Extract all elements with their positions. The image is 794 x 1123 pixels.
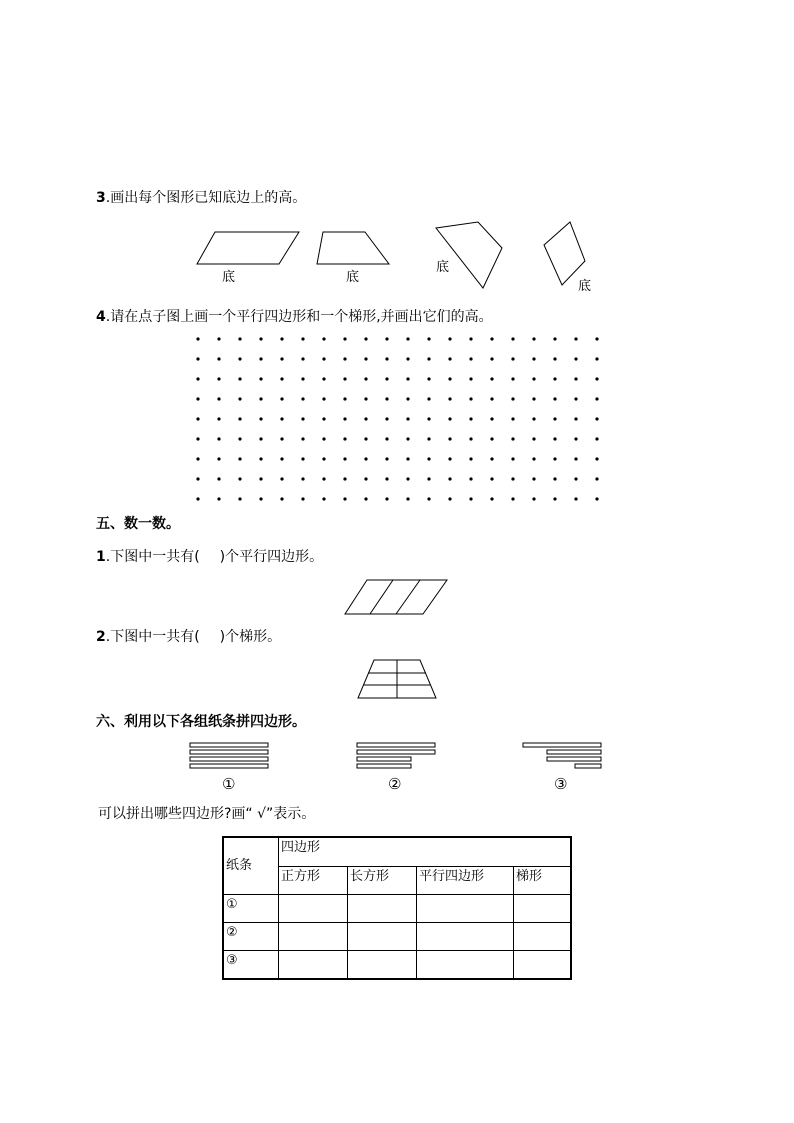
- grid-dot: [301, 377, 304, 380]
- grid-dot: [511, 437, 514, 440]
- grid-dot: [553, 397, 556, 400]
- grid-dot: [301, 477, 304, 480]
- grid-dot: [532, 417, 535, 420]
- grid-dot: [301, 457, 304, 460]
- q5-2-trapezoid-figure: [356, 658, 440, 702]
- grid-dot: [196, 497, 199, 500]
- grid-dot: [553, 497, 556, 500]
- grid-dot: [406, 437, 409, 440]
- grid-dot: [217, 417, 220, 420]
- grid-dot: [217, 377, 220, 380]
- grid-dot: [280, 477, 283, 480]
- grid-dot: [448, 397, 451, 400]
- grid-dot: [196, 377, 199, 380]
- grid-dot: [385, 477, 388, 480]
- grid-dot: [196, 357, 199, 360]
- grid-dot: [595, 437, 598, 440]
- q5-2-number: 2: [96, 629, 106, 645]
- quadrilateral-answer-table: [222, 836, 572, 980]
- grid-dot: [490, 337, 493, 340]
- strip-label-2: ②: [388, 775, 402, 793]
- grid-dot: [469, 497, 472, 500]
- table-row-label: ②: [223, 923, 279, 951]
- grid-dot: [469, 437, 472, 440]
- grid-dot: [406, 397, 409, 400]
- answer-cell[interactable]: [514, 923, 572, 951]
- grid-dot: [448, 377, 451, 380]
- grid-dot: [280, 377, 283, 380]
- q4-text: .请在点子图上画一个平行四边形和一个梯形,并画出它们的高。: [105, 309, 493, 325]
- table-row-label: ③: [223, 951, 279, 980]
- q4-number: 4: [96, 309, 106, 325]
- grid-dot: [448, 497, 451, 500]
- grid-dot: [217, 477, 220, 480]
- grid-dot: [280, 457, 283, 460]
- grid-dot: [574, 377, 577, 380]
- q5-1-number: 1: [96, 549, 106, 565]
- grid-dot: [574, 437, 577, 440]
- grid-dot: [238, 417, 241, 420]
- grid-dot: [448, 337, 451, 340]
- section6-prompt: 可以拼出哪些四边形?画“ √”表示。: [98, 806, 316, 822]
- grid-dot: [238, 477, 241, 480]
- grid-dot: [196, 477, 199, 480]
- grid-dot: [301, 497, 304, 500]
- grid-dot: [511, 417, 514, 420]
- grid-dot: [532, 497, 535, 500]
- grid-dot: [217, 337, 220, 340]
- grid-dot: [259, 457, 262, 460]
- grid-dot: [574, 337, 577, 340]
- grid-dot: [343, 437, 346, 440]
- grid-dot: [217, 457, 220, 460]
- answer-cell[interactable]: [514, 951, 572, 980]
- grid-dot: [406, 477, 409, 480]
- grid-dot: [448, 437, 451, 440]
- q3-title: [96, 189, 306, 207]
- grid-dot: [364, 357, 367, 360]
- grid-dot: [364, 397, 367, 400]
- grid-dot: [427, 437, 430, 440]
- grid-dot: [448, 417, 451, 420]
- grid-dot: [511, 397, 514, 400]
- grid-dot: [280, 497, 283, 500]
- grid-dot: [595, 417, 598, 420]
- grid-dot: [511, 337, 514, 340]
- grid-dot: [238, 497, 241, 500]
- grid-dot: [385, 417, 388, 420]
- grid-dot: [574, 477, 577, 480]
- grid-dot: [364, 337, 367, 340]
- grid-dot: [490, 357, 493, 360]
- grid-dot: [532, 457, 535, 460]
- grid-dot: [343, 477, 346, 480]
- base-label-3: 底: [436, 260, 450, 275]
- grid-dot: [490, 497, 493, 500]
- table-col-square: 正方形: [279, 866, 348, 895]
- grid-dot: [343, 377, 346, 380]
- table-row: [223, 951, 571, 980]
- grid-dot: [385, 397, 388, 400]
- answer-cell[interactable]: [417, 951, 514, 980]
- grid-dot: [511, 497, 514, 500]
- grid-dot: [385, 337, 388, 340]
- grid-dot: [301, 357, 304, 360]
- grid-dot: [217, 397, 220, 400]
- answer-cell[interactable]: [514, 895, 572, 923]
- grid-dot: [322, 457, 325, 460]
- grid-dot: [595, 457, 598, 460]
- grid-dot: [301, 337, 304, 340]
- answer-cell[interactable]: [417, 895, 514, 923]
- strip-group-1: [189, 742, 271, 774]
- q3-shape-trapezoid: [315, 228, 395, 288]
- grid-dot: [532, 477, 535, 480]
- answer-cell[interactable]: [348, 951, 417, 980]
- grid-dot: [322, 497, 325, 500]
- section6-title: 六、利用以下各组纸条拼四边形。: [96, 714, 306, 730]
- grid-dot: [343, 357, 346, 360]
- grid-dot: [259, 337, 262, 340]
- base-label-1: 底: [222, 270, 236, 285]
- dot-grid[interactable]: [190, 333, 610, 505]
- q3-shape-rhombus: [540, 218, 610, 298]
- grid-dot: [364, 497, 367, 500]
- grid-dot: [448, 357, 451, 360]
- grid-dot: [469, 457, 472, 460]
- grid-dot: [511, 477, 514, 480]
- grid-dot: [259, 417, 262, 420]
- grid-dot: [532, 357, 535, 360]
- grid-dot: [385, 457, 388, 460]
- grid-dot: [406, 357, 409, 360]
- grid-dot: [322, 437, 325, 440]
- strip-label-1: ①: [222, 775, 236, 793]
- grid-dot: [238, 457, 241, 460]
- grid-dot: [595, 337, 598, 340]
- grid-dot: [280, 357, 283, 360]
- grid-dot: [595, 477, 598, 480]
- grid-dot: [490, 377, 493, 380]
- table-col-trapezoid: 梯形: [514, 866, 572, 895]
- grid-dot: [322, 417, 325, 420]
- grid-dot: [406, 497, 409, 500]
- grid-dot: [238, 397, 241, 400]
- grid-dot: [259, 377, 262, 380]
- strip-group-3: [522, 742, 604, 774]
- table-row-label: ①: [223, 895, 279, 923]
- q5-1-parallelogram-figure: [343, 578, 453, 618]
- q5-1-line: [96, 548, 323, 566]
- grid-dot: [196, 437, 199, 440]
- answer-cell[interactable]: [348, 923, 417, 951]
- grid-dot: [574, 397, 577, 400]
- q5-2-text-after: )个梯形。: [219, 629, 282, 645]
- grid-dot: [280, 417, 283, 420]
- grid-dot: [427, 377, 430, 380]
- table-col-parallelogram: 平行四边形: [417, 866, 514, 895]
- grid-dot: [511, 457, 514, 460]
- grid-dot: [532, 397, 535, 400]
- grid-dot: [259, 357, 262, 360]
- q5-2-text-before: .下图中一共有(: [105, 629, 200, 645]
- grid-dot: [469, 357, 472, 360]
- grid-dot: [427, 497, 430, 500]
- grid-dot: [343, 397, 346, 400]
- grid-dot: [427, 397, 430, 400]
- grid-dot: [574, 357, 577, 360]
- grid-dot: [322, 357, 325, 360]
- grid-dot: [595, 357, 598, 360]
- grid-dot: [511, 357, 514, 360]
- grid-dot: [196, 337, 199, 340]
- answer-cell[interactable]: [279, 951, 348, 980]
- grid-dot: [595, 397, 598, 400]
- table-header-strip: 纸条: [223, 837, 279, 895]
- grid-dot: [532, 437, 535, 440]
- answer-cell[interactable]: [417, 923, 514, 951]
- grid-dot: [259, 437, 262, 440]
- grid-dot: [217, 357, 220, 360]
- grid-dot: [448, 457, 451, 460]
- base-label-4: 底: [578, 279, 592, 294]
- grid-dot: [238, 377, 241, 380]
- q4-title: [96, 308, 493, 326]
- table-header-quadrilateral: 四边形: [279, 837, 572, 866]
- grid-dot: [259, 397, 262, 400]
- grid-dot: [469, 337, 472, 340]
- grid-dot: [343, 457, 346, 460]
- grid-dot: [427, 457, 430, 460]
- grid-dot: [364, 457, 367, 460]
- section5-title: 五、数一数。: [96, 516, 180, 532]
- grid-dot: [196, 417, 199, 420]
- grid-dot: [385, 497, 388, 500]
- grid-dot: [469, 417, 472, 420]
- grid-dot: [259, 497, 262, 500]
- grid-dot: [343, 337, 346, 340]
- grid-dot: [553, 377, 556, 380]
- grid-dot: [553, 337, 556, 340]
- grid-dot: [490, 437, 493, 440]
- grid-dot: [385, 437, 388, 440]
- grid-dot: [385, 377, 388, 380]
- grid-dot: [364, 437, 367, 440]
- grid-dot: [490, 417, 493, 420]
- grid-dot: [343, 497, 346, 500]
- grid-dot: [406, 457, 409, 460]
- grid-dot: [301, 397, 304, 400]
- q3-number: 3: [96, 190, 106, 206]
- grid-dot: [553, 417, 556, 420]
- grid-dot: [217, 497, 220, 500]
- grid-dot: [280, 437, 283, 440]
- grid-dot: [574, 457, 577, 460]
- grid-dot: [217, 437, 220, 440]
- grid-dot: [553, 437, 556, 440]
- table-row: [223, 895, 571, 923]
- grid-dot: [427, 417, 430, 420]
- grid-dot: [406, 337, 409, 340]
- grid-dot: [574, 417, 577, 420]
- grid-dot: [196, 397, 199, 400]
- q5-2-line: [96, 628, 281, 646]
- grid-dot: [490, 397, 493, 400]
- q3-text: .画出每个图形已知底边上的高。: [105, 190, 307, 206]
- grid-dot: [532, 377, 535, 380]
- grid-dot: [322, 377, 325, 380]
- q5-1-text-before: .下图中一共有(: [105, 549, 200, 565]
- grid-dot: [406, 377, 409, 380]
- grid-dot: [322, 337, 325, 340]
- grid-dot: [280, 397, 283, 400]
- grid-dot: [238, 437, 241, 440]
- grid-dot: [364, 377, 367, 380]
- grid-dot: [280, 337, 283, 340]
- q3-shape-quadrilateral: [432, 218, 512, 293]
- grid-dot: [511, 377, 514, 380]
- grid-dot: [301, 437, 304, 440]
- grid-dot: [406, 417, 409, 420]
- grid-dot: [553, 477, 556, 480]
- table-row: [223, 923, 571, 951]
- answer-cell[interactable]: [279, 895, 348, 923]
- grid-dot: [553, 457, 556, 460]
- strip-group-2: [356, 742, 438, 774]
- grid-dot: [364, 417, 367, 420]
- grid-dot: [238, 357, 241, 360]
- grid-dot: [595, 377, 598, 380]
- grid-dot: [427, 337, 430, 340]
- grid-dot: [301, 417, 304, 420]
- grid-dot: [364, 477, 367, 480]
- grid-dot: [238, 337, 241, 340]
- q3-shape-parallelogram: [195, 228, 305, 288]
- answer-cell[interactable]: [348, 895, 417, 923]
- grid-dot: [259, 477, 262, 480]
- grid-dot: [427, 477, 430, 480]
- grid-dot: [469, 377, 472, 380]
- strip-label-3: ③: [554, 775, 568, 793]
- grid-dot: [322, 477, 325, 480]
- grid-dot: [469, 397, 472, 400]
- grid-dot: [595, 497, 598, 500]
- grid-dot: [448, 477, 451, 480]
- grid-dot: [490, 457, 493, 460]
- table-col-rectangle: 长方形: [348, 866, 417, 895]
- grid-dot: [385, 357, 388, 360]
- grid-dot: [469, 477, 472, 480]
- grid-dot: [196, 457, 199, 460]
- grid-dot: [574, 497, 577, 500]
- answer-cell[interactable]: [279, 923, 348, 951]
- grid-dot: [322, 397, 325, 400]
- base-label-2: 底: [346, 270, 360, 285]
- grid-dot: [532, 337, 535, 340]
- grid-dot: [343, 417, 346, 420]
- grid-dot: [427, 357, 430, 360]
- grid-dot: [490, 477, 493, 480]
- q5-1-text-after: )个平行四边形。: [219, 549, 324, 565]
- grid-dot: [553, 357, 556, 360]
